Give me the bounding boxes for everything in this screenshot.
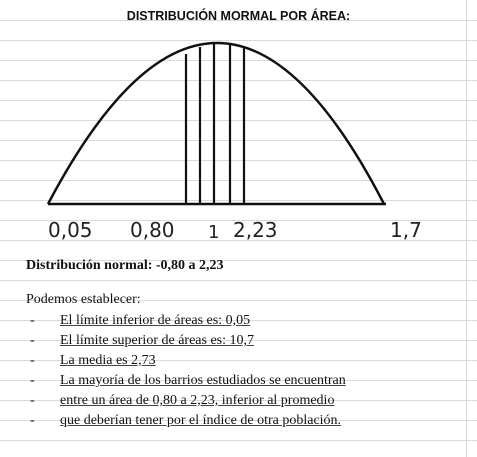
bullet-item: La mayoría de los barrios estudiados se encuentran: [60, 373, 346, 388]
axis-label-mean: 1: [208, 222, 220, 243]
axis-label-low: 0,05: [48, 218, 93, 242]
bullet-marker: -: [30, 313, 35, 328]
axis-label-high: 1,7: [390, 218, 422, 242]
bullet-item: El límite inferior de áreas es: 0,05: [60, 313, 251, 328]
bullet-item: entre un área de 0,80 a 2,23, inferior al promedio: [60, 393, 335, 408]
bullet-marker: -: [30, 373, 35, 388]
grid-line: [0, 280, 477, 281]
grid-line: [0, 440, 477, 441]
bullet-marker: -: [30, 333, 35, 348]
bullet-marker: -: [30, 393, 35, 408]
bullet-item: que deberían tener por el índice de otra población.: [60, 413, 342, 428]
intro-text: Podemos establecer:: [26, 292, 141, 307]
bell-curve: [48, 43, 384, 204]
bullet-marker: -: [30, 353, 35, 368]
axis-label-upper-bound: 2,23: [233, 218, 278, 242]
distribution-heading: Distribución normal: -0,80 a 2,23: [26, 258, 224, 273]
bullet-item: La media es 2,73: [60, 353, 156, 368]
bullet-marker: -: [30, 413, 35, 428]
bullet-item: El límite superior de áreas es: 10,7: [60, 333, 254, 348]
figure-title: DISTRIBUCIÓN MORMAL POR ÁREA:: [126, 9, 351, 23]
axis-label-lower-bound: 0,80: [130, 218, 175, 242]
